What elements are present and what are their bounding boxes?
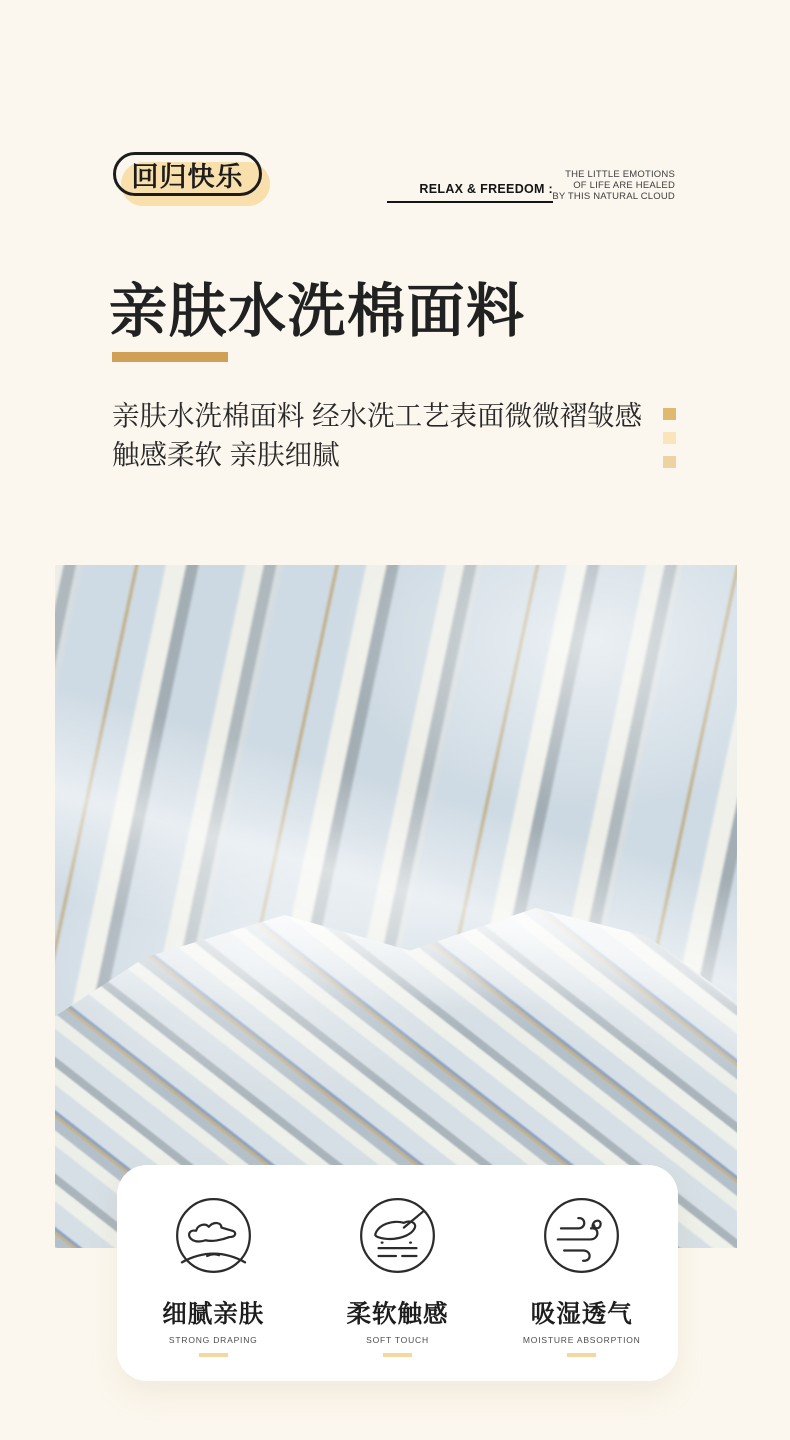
fabric-highlight xyxy=(55,565,737,1248)
badge-label: 回归快乐 xyxy=(113,152,262,196)
deco-squares xyxy=(663,408,676,468)
deco-square-1 xyxy=(663,408,676,420)
slogan-badge xyxy=(113,152,273,210)
feature-card xyxy=(117,1165,678,1381)
deco-square-2 xyxy=(663,432,676,444)
fabric-photo xyxy=(55,565,737,1248)
feature-subtitle: MOISTURE ABSORPTION xyxy=(522,1335,641,1345)
caption-line-2: OF LIFE ARE HEALED xyxy=(573,179,675,191)
description-line-2: 触感柔软 亲肤细腻 xyxy=(112,439,340,470)
feature-moisture-absorption xyxy=(494,1165,670,1381)
feature-underline xyxy=(199,1353,228,1357)
feature-subtitle: SOFT TOUCH xyxy=(366,1335,429,1345)
feature-title: 细腻亲肤 xyxy=(162,1301,265,1328)
feature-title: 柔软触感 xyxy=(346,1301,449,1328)
caption-line-3: BY THIS NATURAL CLOUD xyxy=(552,190,675,202)
title-accent-bar xyxy=(112,352,228,362)
soft-fabric-layer-icon xyxy=(358,1196,437,1275)
relax-freedom-label: RELAX & FREEDOM : xyxy=(419,182,553,196)
hand-stroking-fabric-icon xyxy=(174,1196,253,1275)
feature-strong-draping xyxy=(125,1165,301,1381)
emotions-caption xyxy=(520,170,675,202)
caption-line-1: THE LITTLE EMOTIONS xyxy=(565,169,675,180)
description-line-1: 亲肤水洗棉面料 经水洗工艺表面微微褶皱感 xyxy=(112,400,643,431)
feature-subtitle: STRONG DRAPING xyxy=(168,1335,258,1345)
feature-title: 吸湿透气 xyxy=(530,1301,633,1328)
deco-square-3 xyxy=(663,456,676,468)
feature-underline xyxy=(567,1353,596,1357)
section-description xyxy=(112,396,642,474)
page-title: 亲肤水洗棉面料 xyxy=(109,279,526,344)
feature-underline xyxy=(383,1353,412,1357)
feature-soft-touch xyxy=(310,1165,486,1381)
wind-breathable-icon xyxy=(542,1196,621,1275)
